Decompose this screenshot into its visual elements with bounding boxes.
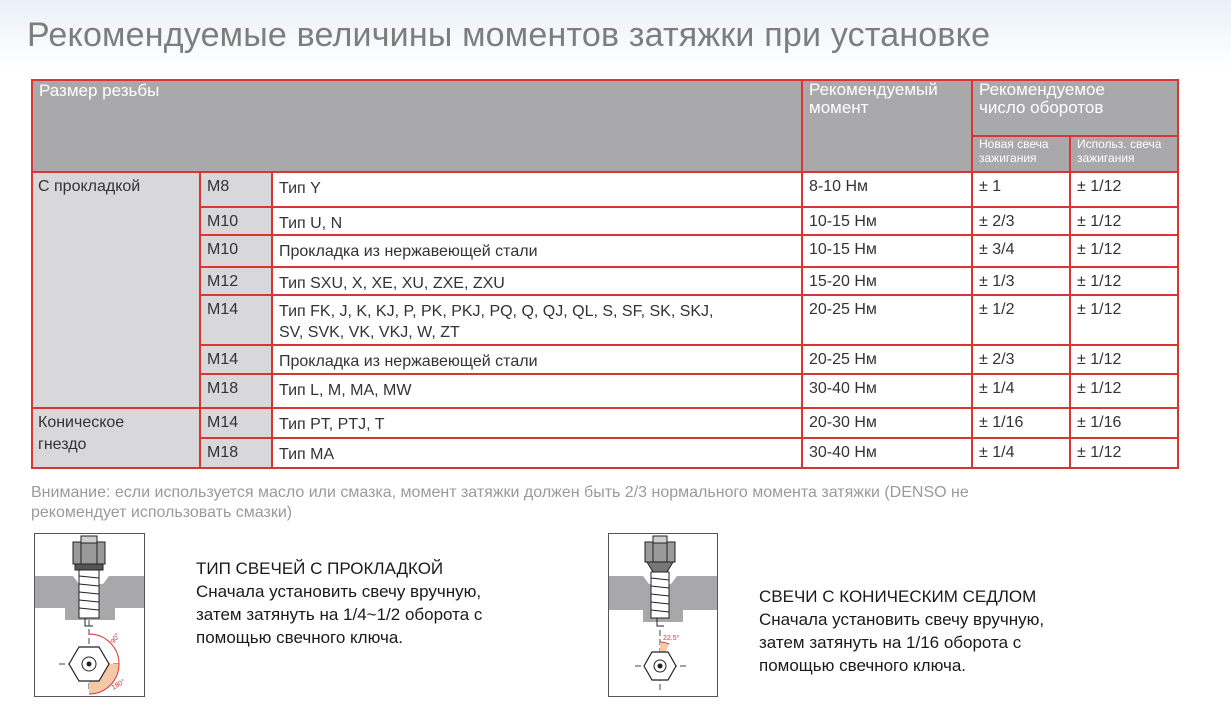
new-plug-turns-cell: ± 2/3: [972, 345, 1070, 374]
header-moment: Рекомендуемый момент: [802, 80, 972, 172]
conical-plug-diagram: [608, 533, 718, 697]
table-row: [32, 172, 1178, 207]
table-row: [32, 267, 1178, 295]
moment-cell: 30-40 Нм: [802, 438, 972, 468]
table-row: [32, 438, 1178, 468]
plug-type-cell: Тип U, N: [272, 207, 802, 235]
thread-size-cell: M12: [200, 267, 272, 295]
plug-type-cell: Прокладка из нержавеющей стали: [272, 345, 802, 374]
thread-size-cell: M14: [200, 345, 272, 374]
group-label-conical: Коническое гнездо: [32, 408, 200, 468]
plug-type-cell: Тип Y: [272, 172, 802, 207]
thread-size-cell: M10: [200, 207, 272, 235]
thread-size-cell: M14: [200, 295, 272, 345]
table-row: [32, 235, 1178, 267]
header-turns: Рекомендуемое число оборотов: [972, 80, 1178, 136]
used-plug-turns-cell: ± 1/12: [1070, 207, 1178, 235]
spark-plug-gasket-icon: [35, 534, 144, 696]
group-label-gasket: С прокладкой: [32, 172, 200, 408]
plug-type-cell: Тип FK, J, K, KJ, P, PK, PKJ, PQ, Q, QJ, QL, S, SF, SK, SKJ, SV, SVK, VK, VKJ, W, ZT: [272, 295, 802, 345]
plug-type-cell: Прокладка из нержавеющей стали: [272, 235, 802, 267]
used-plug-turns-cell: ± 1/12: [1070, 295, 1178, 345]
thread-size-cell: M18: [200, 438, 272, 468]
gasket-plug-diagram: [34, 533, 145, 697]
moment-cell: 30-40 Нм: [802, 374, 972, 408]
table-row: [32, 207, 1178, 235]
header-thread-size: Размер резьбы: [32, 80, 802, 172]
used-plug-turns-cell: ± 1/12: [1070, 374, 1178, 408]
new-plug-turns-cell: ± 1: [972, 172, 1070, 207]
header-used-plug: Использ. свеча зажигания: [1070, 136, 1178, 172]
new-plug-turns-cell: ± 2/3: [972, 207, 1070, 235]
thread-size-cell: M18: [200, 374, 272, 408]
new-plug-turns-cell: ± 1/3: [972, 267, 1070, 295]
instruction-heading: СВЕЧИ С КОНИЧЕСКИМ СЕДЛОМ: [759, 587, 1037, 606]
lubrication-note: Внимание: если используется масло или смазка, момент затяжки должен быть 2/3 нормального момента затяжки (DENSO не рекомендует использовать смазки): [31, 484, 969, 521]
table-row: [32, 408, 1178, 438]
plug-type-cell: Тип MA: [272, 438, 802, 468]
used-plug-turns-cell: ± 1/12: [1070, 235, 1178, 267]
used-plug-turns-cell: ± 1/12: [1070, 267, 1178, 295]
instruction-heading: ТИП СВЕЧЕЙ С ПРОКЛАДКОЙ: [196, 559, 444, 578]
new-plug-turns-cell: ± 1/16: [972, 408, 1070, 438]
page-title: Рекомендуемые величины моментов затяжки при установке: [27, 16, 991, 54]
new-plug-turns-cell: ± 3/4: [972, 235, 1070, 267]
moment-cell: 20-25 Нм: [802, 345, 972, 374]
moment-cell: 20-30 Нм: [802, 408, 972, 438]
moment-cell: 10-15 Нм: [802, 235, 972, 267]
table-row: [32, 295, 1178, 345]
moment-cell: 20-25 Нм: [802, 295, 972, 345]
new-plug-turns-cell: ± 1/4: [972, 374, 1070, 408]
used-plug-turns-cell: ± 1/12: [1070, 345, 1178, 374]
moment-cell: 15-20 Нм: [802, 267, 972, 295]
moment-cell: 8-10 Нм: [802, 172, 972, 207]
table-row: [32, 374, 1178, 408]
moment-cell: 10-15 Нм: [802, 207, 972, 235]
plug-type-cell: Тип PT, PTJ, T: [272, 408, 802, 438]
used-plug-turns-cell: ± 1/12: [1070, 172, 1178, 207]
angle-label-90: 90°: [109, 632, 122, 646]
plug-type-cell: Тип L, M, MA, MW: [272, 374, 802, 408]
thread-size-cell: M8: [200, 172, 272, 207]
conical-instructions: СВЕЧИ С КОНИЧЕСКИМ СЕДЛОМ Сначала установить свечу вручную, затем затянуть на 1/16 оборота с помощью свечного ключа.: [759, 587, 1045, 675]
spark-plug-conical-icon: [609, 534, 717, 696]
torque-table: [31, 79, 1179, 469]
new-plug-turns-cell: ± 1/2: [972, 295, 1070, 345]
gasket-instructions: ТИП СВЕЧЕЙ С ПРОКЛАДКОЙ Сначала установить свечу вручную, затем затянуть на 1/4~1/2 оборота с помощью свечного ключа.: [196, 559, 483, 647]
used-plug-turns-cell: ± 1/12: [1070, 438, 1178, 468]
header-new-plug: Новая свеча зажигания: [972, 136, 1070, 172]
thread-size-cell: M10: [200, 235, 272, 267]
new-plug-turns-cell: ± 1/4: [972, 438, 1070, 468]
table-row: [32, 345, 1178, 374]
thread-size-cell: M14: [200, 408, 272, 438]
angle-label-22-5: 22.5°: [663, 635, 680, 642]
used-plug-turns-cell: ± 1/16: [1070, 408, 1178, 438]
angle-label-180: 180°: [110, 678, 127, 692]
plug-type-cell: Тип SXU, X, XE, XU, ZXE, ZXU: [272, 267, 802, 295]
